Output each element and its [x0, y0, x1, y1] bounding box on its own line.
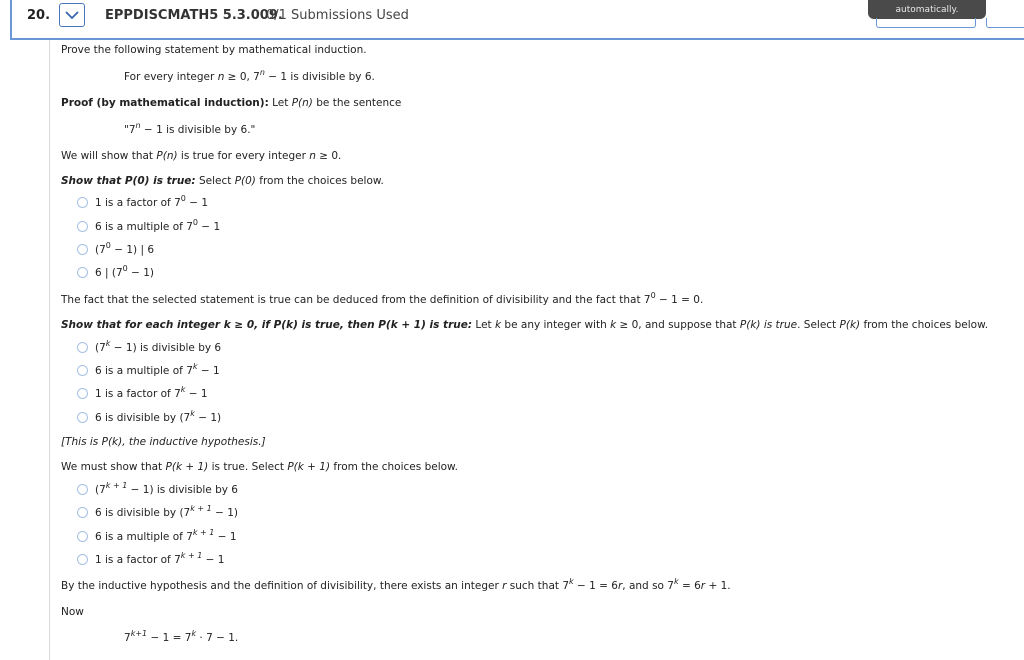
equation: $7^{k+1} - 1 = 7^k \cdot 7 - 1$.	[124, 629, 239, 644]
proof-line: Proof (by mathematical induction): Let P(n) be the sentence	[61, 97, 402, 109]
radio-button[interactable]	[77, 388, 88, 399]
next-choice[interactable]: 6 is a multiple of $7^{k + 1} - 1$	[77, 531, 237, 544]
base-choice[interactable]: 1 is a factor of $7^0 - 1$	[77, 197, 208, 210]
radio-button[interactable]	[77, 342, 88, 353]
step-choice[interactable]: 6 is a multiple of $7^k - 1$	[77, 365, 220, 378]
radio-button[interactable]	[77, 267, 88, 278]
radio-button[interactable]	[77, 554, 88, 565]
hypothesis-note: [This is P(k), the inductive hypothesis.]	[61, 436, 266, 448]
by-hypothesis-text: By the inductive hypothesis and the definition of divisibility, there exists an integer r such that $7^k - 1 = 6r$, and so $7^k = 6r + 1$.	[61, 577, 731, 592]
radio-button[interactable]	[77, 531, 88, 542]
question-number: 20.	[27, 8, 51, 23]
sentence-pn: "$7^n - 1$ is divisible by 6."	[124, 121, 256, 136]
header-button-2[interactable]	[986, 18, 1024, 28]
must-show-text: We must show that P(k + 1) is true. Select P(k + 1) from the choices below.	[61, 461, 458, 473]
step-choice[interactable]: 1 is a factor of $7^k - 1$	[77, 388, 208, 401]
radio-button[interactable]	[77, 412, 88, 423]
next-choice[interactable]: $(7^{k + 1} - 1)$ is divisible by 6	[77, 484, 238, 497]
radio-button[interactable]	[77, 484, 88, 495]
submissions-used: 0/1 Submissions Used	[266, 8, 409, 23]
base-choice[interactable]: 6 | $(7^0 - 1)$	[77, 267, 154, 280]
next-choice[interactable]: 6 is divisible by $(7^{k + 1} - 1)$	[77, 507, 238, 520]
fact-text: The fact that the selected statement is true can be deduced from the definition of divisibility and the fact that $7^0 - 1 = 0$.	[61, 291, 704, 306]
radio-button[interactable]	[77, 221, 88, 232]
header-button-1[interactable]	[876, 18, 976, 28]
radio-button[interactable]	[77, 244, 88, 255]
inductive-step-prompt: Show that for each integer k ≥ 0, if P(k) is true, then P(k + 1) is true: Let k be any integer with k ≥ 0, and suppose that P(k) is true. Select P(k) from the choices below.	[61, 319, 989, 331]
will-show-text: We will show that P(n) is true for every integer n ≥ 0.	[61, 150, 342, 162]
base-case-prompt: Show that P(0) is true: Select P(0) from the choices below.	[61, 175, 384, 187]
collapse-toggle-button[interactable]	[59, 3, 85, 27]
radio-button[interactable]	[77, 365, 88, 376]
statement: For every integer n ≥ 0, $7^n - 1$ is divisible by 6.	[124, 68, 375, 83]
next-choice[interactable]: 1 is a factor of $7^{k + 1} - 1$	[77, 554, 224, 567]
base-choice[interactable]: 6 is a multiple of $7^0 - 1$	[77, 221, 220, 234]
base-choice[interactable]: $(7^0 - 1)$ | 6	[77, 244, 154, 257]
radio-button[interactable]	[77, 507, 88, 518]
question-code: EPPDISCMATH5 5.3.009.	[105, 8, 283, 23]
chevron-down-icon	[65, 10, 79, 20]
radio-button[interactable]	[77, 197, 88, 208]
now-label: Now	[61, 606, 84, 618]
auto-badge: automatically.	[868, 0, 986, 19]
content-border	[49, 40, 50, 660]
step-choice[interactable]: $(7^k - 1)$ is divisible by 6	[77, 342, 221, 355]
step-choice[interactable]: 6 is divisible by $(7^k - 1)$	[77, 412, 221, 425]
intro-text: Prove the following statement by mathematical induction.	[61, 44, 367, 56]
